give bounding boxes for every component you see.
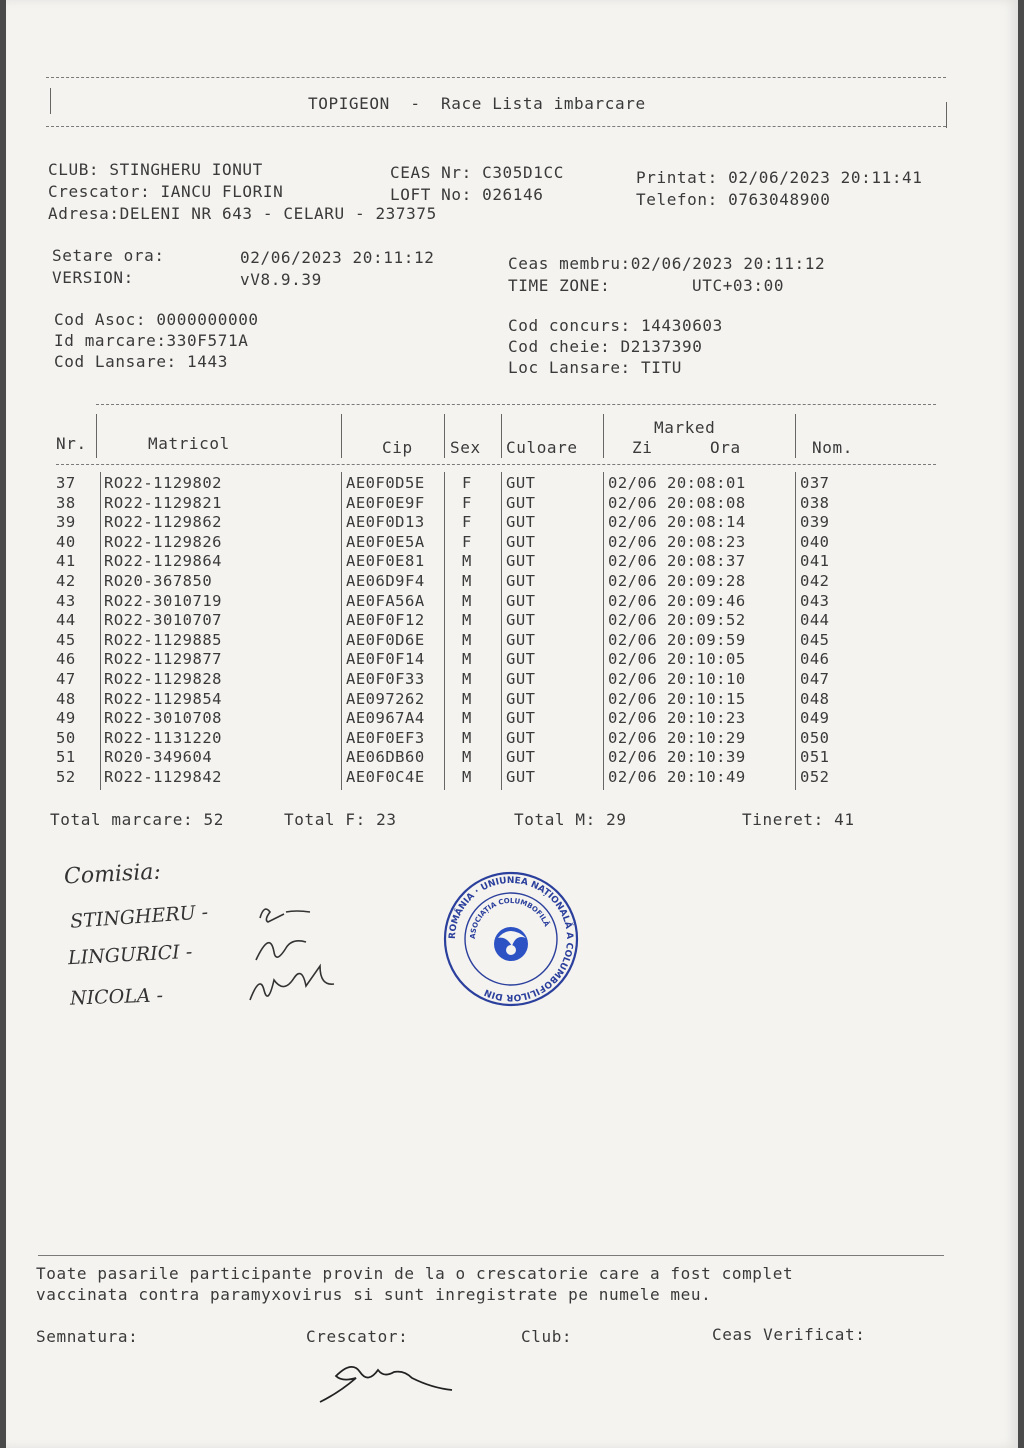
printat: Printat: 02/06/2023 20:11:41 — [636, 168, 923, 187]
table-row — [6, 709, 1018, 729]
cell-marked: 02/06 20:10:49 — [608, 768, 746, 786]
cell-nr: 37 — [56, 474, 76, 492]
cod-cheie: Cod cheie: D2137390 — [508, 337, 703, 356]
cell-matricol: RO20-367850 — [104, 572, 213, 590]
cell-nr: 50 — [56, 728, 76, 747]
cell-marked: 02/06 20:10:15 — [608, 689, 746, 708]
cell-culoare: GUT — [506, 493, 536, 512]
cell-marked: 02/06 20:10:10 — [608, 670, 746, 688]
cell-culoare: GUT — [506, 591, 536, 610]
table-row — [6, 474, 1018, 494]
title-border-top — [46, 77, 946, 78]
cell-nom: 040 — [800, 532, 830, 551]
cell-culoare: GUT — [506, 689, 536, 708]
cell-nom: 042 — [800, 572, 830, 590]
total-f: Total F: 23 — [284, 810, 397, 829]
semnatura-label: Semnatura: — [36, 1327, 139, 1346]
footer-separator — [38, 1255, 944, 1256]
cell-matricol: RO22-1129821 — [104, 493, 222, 512]
cell-nom: 050 — [800, 728, 830, 747]
cell-cip: AE0F0F14 — [346, 650, 425, 669]
cell-sex: M — [462, 591, 472, 610]
table-row — [6, 533, 1018, 553]
cell-cip: AE0FA56A — [346, 591, 425, 610]
cell-sex: M — [462, 552, 472, 571]
cell-marked: 02/06 20:10:29 — [608, 728, 746, 747]
svg-text:ROMÂNIA · UNIUNEA NAȚIONALĂ A: ROMÂNIA · UNIUNEA NAȚIONALĂ A COLUMBOFILILOR DIN — [447, 875, 575, 1003]
cell-marked: 02/06 20:10:39 — [608, 748, 746, 767]
cell-culoare: GUT — [506, 611, 536, 630]
cell-matricol: RO22-1131220 — [104, 728, 222, 747]
table-row — [6, 552, 1018, 572]
cell-nr: 41 — [56, 552, 76, 571]
cell-matricol: RO22-3010719 — [104, 591, 222, 610]
cell-marked: 02/06 20:08:14 — [608, 513, 746, 532]
handwritten-line-nicola: NICOLA - — [69, 984, 164, 1010]
ceas-membru: Ceas membru:02/06/2023 20:11:12 — [508, 254, 826, 273]
loft-no: LOFT No: 026146 — [390, 185, 544, 204]
declaration-line-1: Toate pasarile participante provin de la o crescatorie care a fost complet — [36, 1264, 794, 1283]
table-row — [6, 611, 1018, 631]
cell-cip: AE0F0F12 — [346, 611, 425, 630]
ceas-verificat-label: Ceas Verificat: — [712, 1325, 866, 1344]
loc-lansare: Loc Lansare: TITU — [508, 358, 682, 377]
col-header-nr: Nr. — [56, 434, 87, 453]
printed-document — [6, 0, 1018, 1448]
cell-matricol: RO22-1129842 — [104, 768, 222, 786]
cell-culoare: GUT — [506, 650, 536, 669]
cell-nr: 48 — [56, 689, 76, 708]
cell-nr: 44 — [56, 611, 76, 630]
table-row — [6, 650, 1018, 670]
cell-sex: M — [462, 728, 472, 747]
cell-nom: 045 — [800, 630, 830, 649]
table-row — [6, 670, 1018, 690]
cell-culoare: GUT — [506, 768, 536, 786]
cell-sex: F — [462, 474, 472, 492]
cell-cip: AE0F0F33 — [346, 670, 425, 688]
cell-marked: 02/06 20:08:01 — [608, 474, 746, 492]
cell-culoare: GUT — [506, 513, 536, 532]
table-row — [6, 592, 1018, 612]
cell-nom: 047 — [800, 670, 830, 688]
cell-nom: 048 — [800, 689, 830, 708]
cell-culoare: GUT — [506, 709, 536, 728]
cell-nr: 40 — [56, 532, 76, 551]
cod-concurs: Cod concurs: 14430603 — [508, 316, 723, 335]
cell-marked: 02/06 20:10:05 — [608, 650, 746, 669]
cell-marked: 02/06 20:09:28 — [608, 572, 746, 590]
club-label: Club: — [521, 1327, 573, 1346]
cell-matricol: RO22-1129802 — [104, 474, 222, 492]
cell-sex: M — [462, 611, 472, 630]
col-header-matricol: Matricol — [148, 434, 230, 453]
col-header-sex: Sex — [450, 438, 481, 457]
cell-nr: 39 — [56, 513, 76, 532]
cell-nom: 049 — [800, 709, 830, 728]
cell-nr: 43 — [56, 591, 76, 610]
version-label: VERSION: — [52, 268, 134, 287]
col-header-ora: Ora — [710, 438, 741, 457]
col-divider — [341, 414, 342, 458]
cell-marked: 02/06 20:08:37 — [608, 552, 746, 571]
time-zone-value: UTC+03:00 — [692, 276, 785, 295]
association-stamp — [440, 868, 582, 1010]
cell-cip: AE0F0C4E — [346, 768, 425, 786]
cell-nr: 42 — [56, 572, 76, 590]
cell-nr: 51 — [56, 748, 76, 767]
title-border-bottom — [46, 126, 946, 127]
cell-nr: 47 — [56, 670, 76, 688]
col-header-culoare: Culoare — [506, 438, 578, 457]
cell-culoare: GUT — [506, 572, 536, 590]
cell-nom: 039 — [800, 513, 830, 532]
cell-sex: F — [462, 532, 472, 551]
cell-marked: 02/06 20:10:23 — [608, 709, 746, 728]
cod-lansare: Cod Lansare: 1443 — [54, 352, 228, 371]
table-row — [6, 572, 1018, 592]
cell-cip: AE06D9F4 — [346, 572, 425, 590]
cell-nom: 044 — [800, 611, 830, 630]
cell-matricol: RO22-3010707 — [104, 611, 222, 630]
cell-nom: 051 — [800, 748, 830, 767]
table-row — [6, 513, 1018, 533]
cell-sex: M — [462, 689, 472, 708]
cell-culoare: GUT — [506, 630, 536, 649]
cell-sex: M — [462, 572, 472, 590]
total-marcare: Total marcare: 52 — [50, 810, 224, 829]
table-row — [6, 729, 1018, 749]
cell-sex: F — [462, 493, 472, 512]
col-divider — [795, 414, 796, 458]
setare-ora-label: Setare ora: — [52, 246, 165, 265]
cell-matricol: RO22-1129885 — [104, 630, 222, 649]
title-border-left — [50, 88, 51, 114]
cell-matricol: RO22-1129854 — [104, 689, 222, 708]
cell-culoare: GUT — [506, 670, 536, 688]
cell-nom: 037 — [800, 474, 830, 492]
cell-matricol: RO22-1129826 — [104, 532, 222, 551]
table-header-border-bottom — [56, 464, 936, 465]
crescator-signature — [306, 1350, 476, 1410]
cell-cip: AE0F0D6E — [346, 630, 425, 649]
cell-cip: AE0F0D5E — [346, 474, 425, 492]
cell-cip: AE097262 — [346, 689, 425, 708]
cell-sex: M — [462, 709, 472, 728]
cell-matricol: RO22-1129877 — [104, 650, 222, 669]
cell-cip: AE06DB60 — [346, 748, 425, 767]
col-header-marked: Marked — [654, 418, 716, 437]
crescator-line: Crescator: IANCU FLORIN — [48, 182, 284, 201]
table-row — [6, 690, 1018, 710]
col-header-nom: Nom. — [812, 438, 853, 457]
cell-sex: M — [462, 670, 472, 688]
cell-nr: 52 — [56, 768, 76, 786]
cell-matricol: RO20-349604 — [104, 748, 213, 767]
cell-nr: 38 — [56, 493, 76, 512]
cell-nom: 046 — [800, 650, 830, 669]
cell-marked: 02/06 20:09:52 — [608, 611, 746, 630]
cell-nom: 041 — [800, 552, 830, 571]
svg-text:ASOCIAȚIA COLUMBOFILĂ: ASOCIAȚIA COLUMBOFILĂ — [468, 896, 551, 940]
handwritten-line-lingurici: LINGURICI - — [67, 940, 193, 970]
cell-cip: AE0967A4 — [346, 709, 425, 728]
table-row — [6, 748, 1018, 768]
cell-matricol: RO22-3010708 — [104, 709, 222, 728]
cell-sex: M — [462, 748, 472, 767]
table-row — [6, 494, 1018, 514]
version-value: vV8.9.39 — [240, 270, 322, 289]
cell-nr: 46 — [56, 650, 76, 669]
document-title: TOPIGEON - Race Lista imbarcare — [308, 94, 646, 113]
cell-sex: M — [462, 650, 472, 669]
cell-marked: 02/06 20:08:23 — [608, 532, 746, 551]
cell-sex: M — [462, 630, 472, 649]
handwritten-line-stingheru: STINGHERU - — [69, 901, 209, 933]
col-divider — [444, 414, 445, 458]
time-zone-label: TIME ZONE: — [508, 276, 611, 295]
table-row — [6, 768, 1018, 788]
handwritten-signatures — [246, 890, 376, 1020]
cell-cip: AE0F0EF3 — [346, 728, 425, 747]
telefon: Telefon: 0763048900 — [636, 190, 831, 209]
cell-culoare: GUT — [506, 748, 536, 767]
cell-cip: AE0F0E9F — [346, 493, 425, 512]
cell-nr: 45 — [56, 630, 76, 649]
ceas-nr: CEAS Nr: C305D1CC — [390, 163, 564, 182]
col-header-zi: Zi — [632, 438, 653, 457]
title-border-right — [946, 102, 947, 128]
tineret: Tineret: 41 — [742, 810, 855, 829]
id-marcare: Id marcare:330F571A — [54, 331, 249, 350]
col-divider — [501, 414, 502, 458]
cell-marked: 02/06 20:09:46 — [608, 591, 746, 610]
declaration-line-2: vaccinata contra paramyxovirus si sunt inregistrate pe numele meu. — [36, 1285, 712, 1304]
cell-nom: 043 — [800, 591, 830, 610]
cell-matricol: RO22-1129864 — [104, 552, 222, 571]
cell-matricol: RO22-1129828 — [104, 670, 222, 688]
col-divider — [96, 414, 97, 458]
cell-sex: F — [462, 513, 472, 532]
cell-nom: 052 — [800, 768, 830, 786]
cod-asoc: Cod Asoc: 0000000000 — [54, 310, 259, 329]
cell-cip: AE0F0D13 — [346, 513, 425, 532]
club-line: CLUB: STINGHERU IONUT — [48, 160, 263, 179]
cell-sex: M — [462, 768, 472, 786]
adresa-line: Adresa:DELENI NR 643 - CELARU - 237375 — [48, 204, 437, 223]
table-header-border-top — [96, 404, 936, 405]
handwritten-comisia: Comisia: — [63, 859, 162, 890]
col-divider — [603, 414, 604, 458]
cell-nr: 49 — [56, 709, 76, 728]
cell-cip: AE0F0E81 — [346, 552, 425, 571]
table-row — [6, 631, 1018, 651]
cell-nom: 038 — [800, 493, 830, 512]
cell-culoare: GUT — [506, 532, 536, 551]
cell-marked: 02/06 20:08:08 — [608, 493, 746, 512]
cell-matricol: RO22-1129862 — [104, 513, 222, 532]
cell-culoare: GUT — [506, 552, 536, 571]
cell-marked: 02/06 20:09:59 — [608, 630, 746, 649]
crescator-label: Crescator: — [306, 1327, 409, 1346]
col-header-cip: Cip — [382, 438, 413, 457]
total-m: Total M: 29 — [514, 810, 627, 829]
setare-ora-value: 02/06/2023 20:11:12 — [240, 248, 435, 267]
cell-culoare: GUT — [506, 728, 536, 747]
cell-culoare: GUT — [506, 474, 536, 492]
cell-cip: AE0F0E5A — [346, 532, 425, 551]
